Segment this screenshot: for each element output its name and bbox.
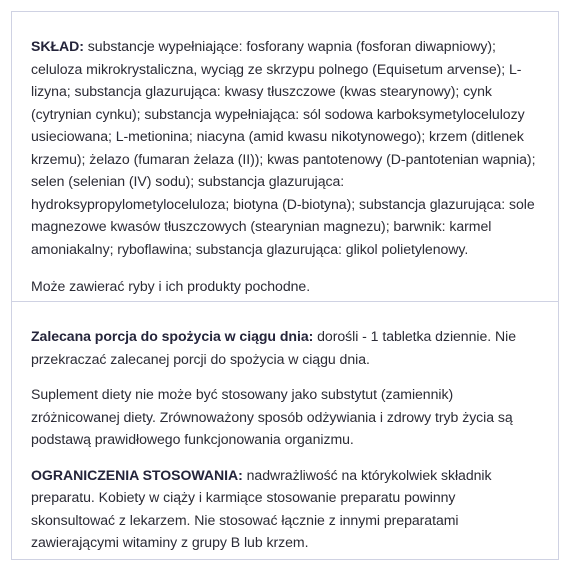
section-divider <box>12 301 558 302</box>
supplement-note: Suplement diety nie może być stosowany jako substytut (zamiennik) zróżnicowanej diety. Zrównoważony sposób odżywiania i zdrowy tryb życia są podstawą prawidłowego funkcjonowania organizmu. <box>31 386 513 447</box>
restrictions-heading: OGRANICZENIA STOSOWANIA: <box>31 466 243 483</box>
dosage-paragraph <box>31 325 541 370</box>
usage-section <box>12 325 558 554</box>
composition-text: substancje wypełniające: fosforany wapnia (fosforan diwapniowy); celuloza mikrokrystaliczna, wyciąg ze skrzypu polnego (Equisetum arvense); L-lizyna; substancja glazurująca: kwasy tłuszczowe (kwas stearynowy); cynk (cytrynian cynku); substancja wypełniająca: sól sodowa karboksymetylocelulozy usieciowana; L-metionina; niacyna (amid kwasu nikotynowego); krzem (ditlenek krzemu); żelazo (fumaran żelaza (II)); kwas pantotenowy (D-pantotenian wapnia); selen (selenian (IV) sodu); substancja glazurująca: hydroksypropylometyloceluloza; biotyna (D-biotyna); substancja glazurująca: sole magnezowe kwasów tłuszczowych (stearynian magnezu); barwnik: karmel amoniakalny; ryboflawina; substancja glazurująca: glikol polietylenowy. <box>31 38 536 257</box>
label-frame <box>11 11 559 560</box>
composition-heading: SKŁAD: <box>31 38 84 54</box>
dosage-heading: Zalecana porcja do spożycia w ciągu dnia: <box>31 328 314 344</box>
composition-section <box>12 35 558 298</box>
restrictions-text: nadwrażliwość na którykolwiek składnik preparatu. Kobiety w ciąży i karmiące stosowanie preparatu powinny skonsultować z lekarzem. Nie stosować łącznie z innymi preparatami zawierającymi witaminy z grupy B lub krzem. <box>31 466 492 550</box>
allergen-note: Może zawierać ryby i ich produkty pochodne. <box>31 278 311 294</box>
restrictions-paragraph <box>31 464 541 554</box>
dosage-text: dorośli - 1 tabletka dziennie. Nie przekraczać zalecanej porcji do spożycia w ciągu dnia. <box>31 328 516 367</box>
composition-paragraph <box>31 35 541 260</box>
